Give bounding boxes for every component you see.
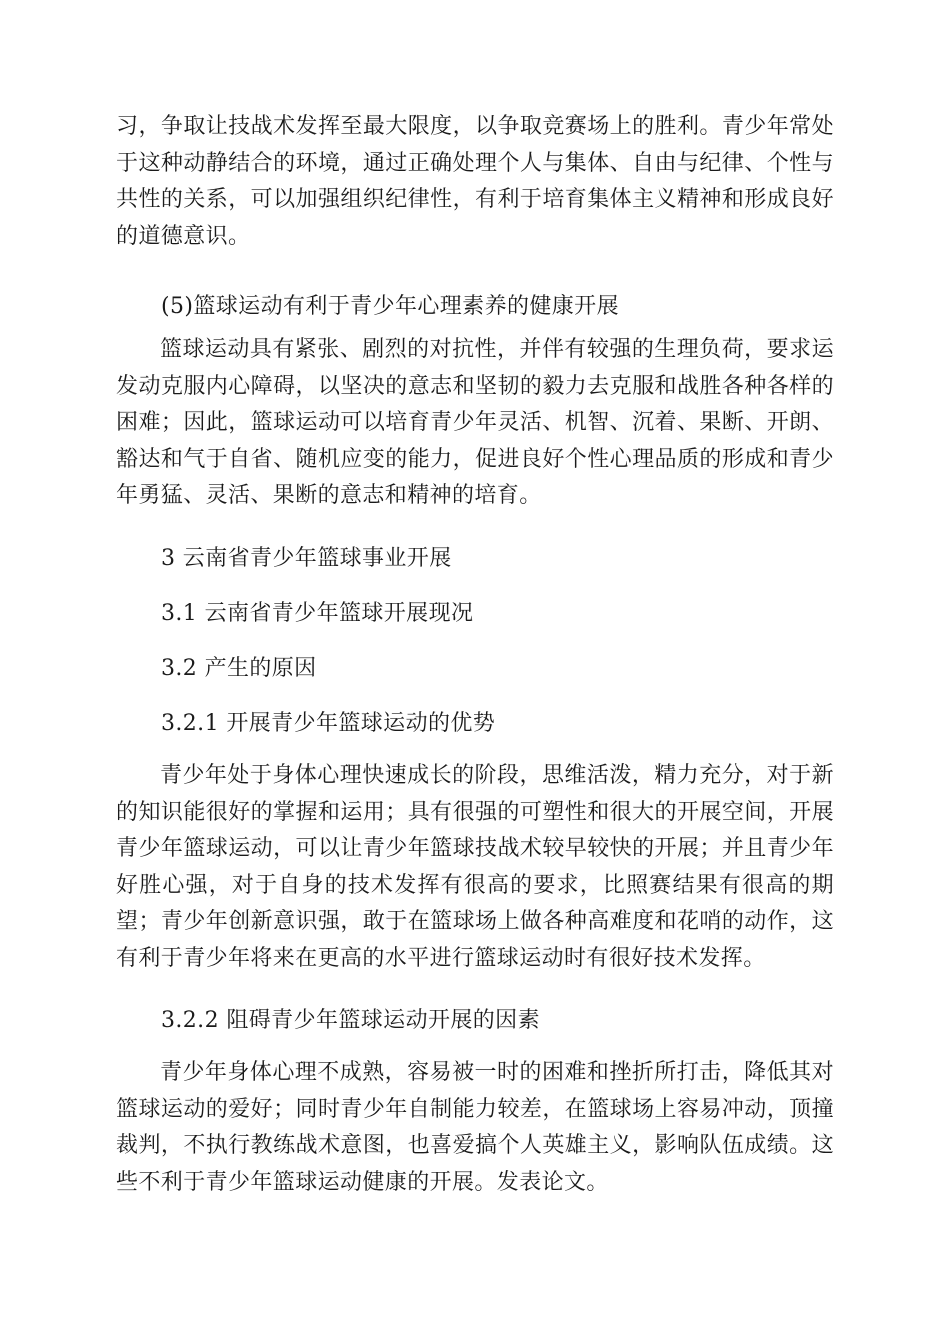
paragraph-advantages: 青少年处于身体心理快速成长的阶段，思维活泼，精力充分，对于新的知识能很好的掌握和运用；具有很强的可塑性和很大的开展空间，开展青少年篮球运动，可以让青少年篮球技战术较早较快的开展；并且青少年好胜心强，对于自身的技术发挥有很高的要求，比照赛结果有很高的期望；青少年创新意识强，敢于在篮球场上做各种高难度和花哨的动作，这有利于青少年将来在更高的水平进行篮球运动时有很好技术发挥。 bbox=[116, 763, 834, 971]
paragraph-continuation: 习，争取让技战术发挥至最大限度，以争取竞赛场上的胜利。青少年常处于这种动静结合的环境，通过正确处理个人与集体、自由与纪律、个性与共性的关系，可以加强组织纪律性，有利于培育集体主义精神和形成良好的道德意识。 bbox=[116, 114, 834, 249]
section-heading-3-2: 3.2 产生的原因 bbox=[161, 656, 317, 681]
paragraph-psychology: 篮球运动具有紧张、剧烈的对抗性，并伴有较强的生理负荷，要求运发动克服内心障碍，以坚决的意志和坚韧的毅力去克服和战胜各种各样的困难；因此，篮球运动可以培育青少年灵活、机智、沉着、果断、开朗、豁达和气于自省、随机应变的能力，促进良好个性心理品质的形成和青少年勇猛、灵活、果断的意志和精神的培育。 bbox=[116, 337, 834, 508]
section-heading-3-1: 3.1 云南省青少年篮球开展现况 bbox=[161, 601, 474, 626]
section-heading-3-2-1: 3.2.1 开展青少年篮球运动的优势 bbox=[161, 711, 496, 736]
section-heading-3: 3 云南省青少年篮球事业开展 bbox=[161, 546, 452, 571]
section-heading-5: (5)篮球运动有利于青少年心理素养的健康开展 bbox=[161, 294, 619, 319]
section-heading-3-2-2: 3.2.2 阻碍青少年篮球运动开展的因素 bbox=[161, 1008, 540, 1033]
paragraph-obstacles: 青少年身体心理不成熟，容易被一时的困难和挫折所打击，降低其对篮球运动的爱好；同时青少年自制能力较差，在篮球场上容易冲动，顶撞裁判，不执行教练战术意图，也喜爱搞个人英雄主义，影响队伍成绩。这些不利于青少年篮球运动健康的开展。发表论文。 bbox=[116, 1060, 834, 1195]
